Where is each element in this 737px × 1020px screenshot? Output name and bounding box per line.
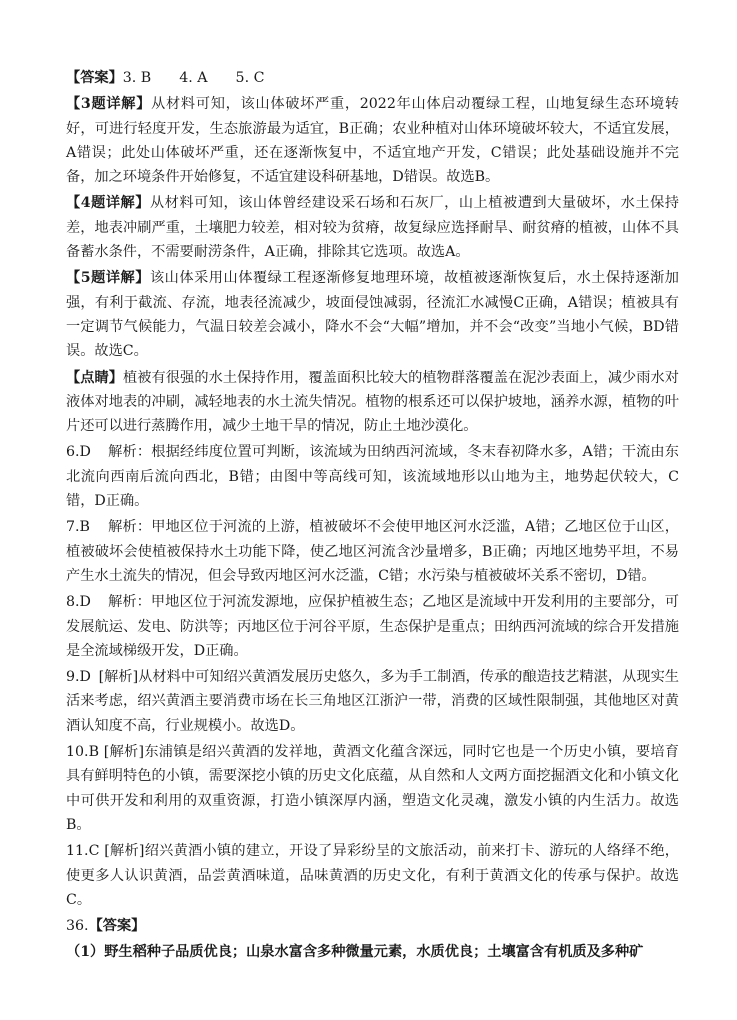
q36-label: 【答案】 — [88, 918, 146, 935]
q7-number: 7.B — [66, 519, 90, 536]
q3-label: 【3题详解】 — [66, 96, 152, 113]
q4-text: 从材料可知，该山体曾经建设采石场和石灰厂，山上植被遭到大量破坏，水土保持差，地表冲刷严重，土壤肥力较差，相对较为贫瘠，故复绿应选择耐旱、耐贫瘠的植被，山体不具备蓄水条件，不需要耐涝条件，A正确，排除其它选项。故选A。 — [66, 195, 679, 261]
q36-number: 36. — [66, 918, 89, 935]
q3-text: 从材料可知，该山体破坏严重，2022年山体启动覆绿工程，山地复绿生态环境转好，可进行轻度开发，生态旅游最为适宜，B正确；农业种植对山体环境破坏较大，不适宜发展，A错误；此处山体破坏严重，还在逐渐恢复中，不适宜地产开发，C错误；此处基础设施并不完备，加之环境条件开始修复，不适宜建设科研基地，D错误。故选B。 — [66, 96, 680, 186]
q6-number: 6.D — [66, 444, 91, 461]
q9-label: [解析] — [98, 669, 139, 686]
q9-text: 从材料中可知绍兴黄酒发展历史悠久，多为手工制酒，传承的酿造技艺精湛，从现实生活来考虑，绍兴黄酒主要消费市场在长三角地区江浙沪一带，消费的区域性限制强，其他地区对黄酒认知度不高，行业规模小。故选D。 — [66, 669, 679, 734]
q10-number: 10.B — [66, 744, 99, 761]
tip-label: 【点睛】 — [66, 369, 124, 386]
q7-text: 解析：甲地区位于河流的上游，植被破坏不会使甲地区河水泛滥，A错；乙地区位于山区，植被破坏会使植被保持水土功能下降，使乙地区河流含沙量增多，B正确；丙地区地势平坦，不易产生水土流失的情况，但会导致丙地区河水泛滥，C错；水污染与植被破坏关系不密切，D错。 — [66, 519, 679, 584]
q9-number: 9.D — [66, 669, 91, 686]
q6-explanation — [66, 440, 679, 513]
q11-number: 11.C — [66, 843, 100, 860]
q5-label: 【5题详解】 — [66, 270, 150, 287]
q8-explanation — [66, 590, 679, 663]
q11-explanation — [66, 839, 679, 912]
q7-explanation — [66, 515, 679, 588]
q5-text: 该山体采用山体覆绿工程逐渐修复地理环境，故植被逐渐恢复后，水土保持逐渐加强，有利于截流、存流，地表径流减少，坡面侵蚀减弱，径流汇水减慢C正确，A错误；植被具有一定调节气候能力，气温日较差会减小，降水不会“大幅”增加，并不会“改变”当地小气候，BD错误。故选C。 — [66, 270, 679, 360]
q36-answer-line-1: （1）野生稻种子品质优良；山泉水富含多种微量元素，水质优良；土壤富含有机质及多种矿 — [66, 944, 644, 961]
q4-explanation — [66, 191, 679, 264]
answer-4: 4. A — [179, 70, 208, 86]
q11-label: [解析] — [104, 843, 145, 860]
q5-explanation — [66, 266, 679, 363]
q10-label: [解析] — [103, 744, 145, 761]
q3-explanation — [66, 92, 679, 189]
tip-note — [66, 366, 679, 439]
answer-summary — [66, 66, 679, 90]
q10-text: 东浦镇是绍兴黄酒的发祥地，黄酒文化蕴含深远，同时它也是一个历史小镇，要培育具有鲜明特色的小镇，需要深挖小镇的历史文化底蕴，从自然和人文两方面挖掘酒文化和小镇文化中可供开发和利用的双重资源，打造小镇深厚内涵，塑造文化灵魂，激发小镇的内生活力。故选B。 — [66, 744, 679, 833]
q11-text: 绍兴黄酒小镇的建立，开设了异彩纷呈的文旅活动，前来打卡、游玩的人络绎不绝，使更多人认识黄酒，品尝黄酒味道，品味黄酒的历史文化，有利于黄酒文化的传承与保护。故选C。 — [66, 843, 679, 908]
q6-text: 解析：根据经纬度位置可判断，该流域为田纳西河流域，冬末春初降水多，A错；干流由东北流向西南后流向西北，B错；由图中等高线可知，该流域地形以山地为主，地势起伏较大，C错，D正确。 — [66, 444, 679, 510]
q4-label: 【4题详解】 — [66, 195, 150, 212]
answer-3: 3. B — [122, 70, 152, 86]
answer-label: 【答案】 — [66, 70, 123, 86]
q8-number: 8.D — [66, 594, 91, 611]
q8-text: 解析：甲地区位于河流发源地，应保护植被生态；乙地区是流域中开发利用的主要部分，可发展航运、发电、防洪等；丙地区位于河谷平原，生态保护是重点；田纳西河流域的综合开发措施是全流域梯级开发，D正确。 — [66, 594, 679, 659]
tip-text: 植被有很强的水土保持作用，覆盖面积比较大的植物群落覆盖在泥沙表面上，减少雨水对液体对地表的冲刷，减轻地表的水土流失情况。植物的根系还可以保护坡地，涵养水源，植物的叶片还可以进行蒸腾作用，减少土地干旱的情况，防止土地沙漠化。 — [66, 369, 679, 435]
answer-5: 5. C — [235, 70, 265, 86]
q36-header — [66, 914, 679, 938]
q9-explanation — [66, 665, 679, 738]
q10-explanation — [66, 740, 679, 837]
